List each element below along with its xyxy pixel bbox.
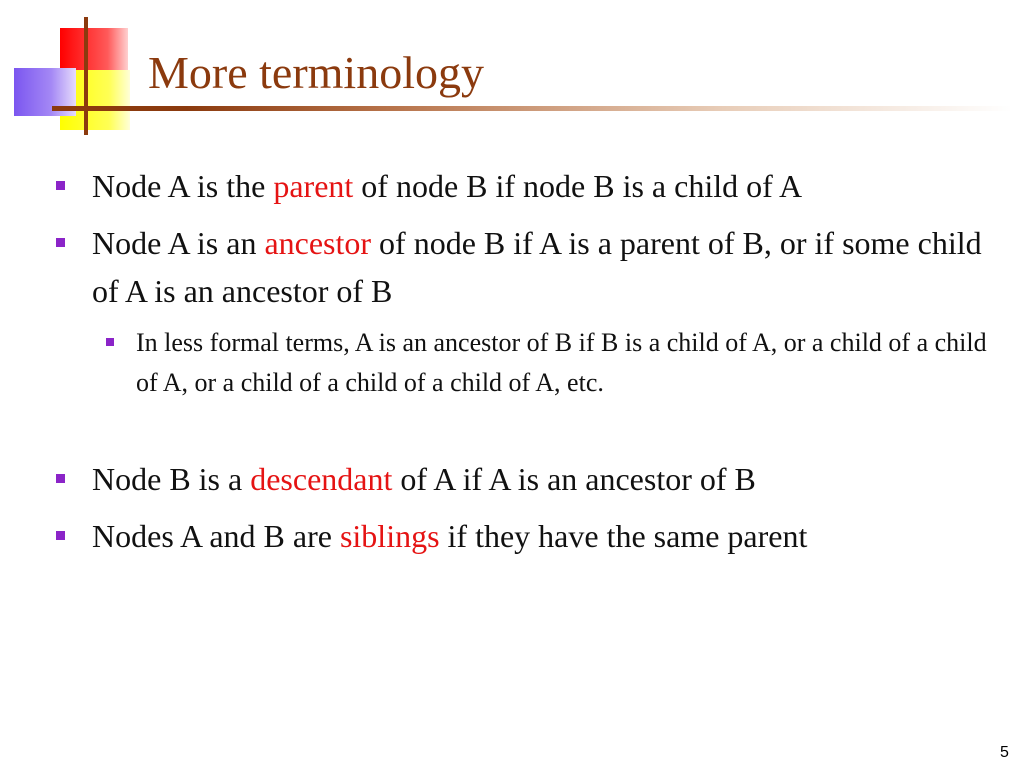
bullet-marker — [56, 181, 65, 190]
bullet-text: of A if A is an ancestor of B — [392, 461, 756, 497]
bullet-marker — [56, 531, 65, 540]
bullet-text: of node B if A is a parent of B, or if some child of A is an ancestor of B — [92, 225, 982, 309]
bullet-descendant — [92, 455, 1002, 503]
bullet-marker — [56, 238, 65, 247]
slide-number: 5 — [1000, 744, 1009, 761]
bullet-parent — [92, 162, 1002, 210]
bullet-marker — [56, 474, 65, 483]
bullet-text: if they have the same parent — [439, 518, 808, 554]
bullet-siblings — [92, 512, 1002, 560]
sub-bullet-marker — [106, 338, 114, 346]
term-parent: parent — [273, 168, 354, 204]
bullet-text: Nodes A and B are — [92, 518, 340, 554]
sub-bullet-informal — [136, 323, 996, 403]
bullet-text: Node A is an — [92, 225, 265, 261]
bullet-ancestor — [92, 219, 1002, 315]
bullet-text: of node B if node B is a child of A — [353, 168, 803, 204]
bullet-text: Node B is a — [92, 461, 251, 497]
slide-title: More terminology — [148, 47, 484, 98]
bullet-text: Node A is the — [92, 168, 274, 204]
term-descendant: descendant — [250, 461, 393, 497]
term-ancestor: ancestor — [264, 225, 372, 261]
sub-bullet-text: In less formal terms, A is an ancestor of B if B is a child of A, or a child of a child of A, or a child of a child of a child of A, etc. — [136, 328, 987, 397]
term-siblings: siblings — [339, 518, 440, 554]
